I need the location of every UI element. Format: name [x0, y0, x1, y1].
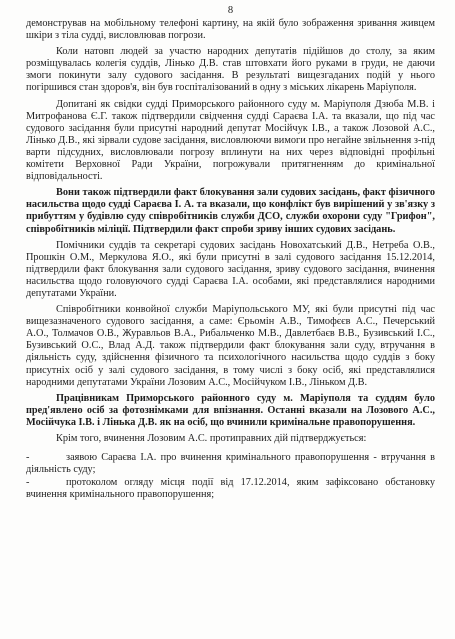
list-item — [26, 477, 435, 501]
list-item-text: протоколом огляду місця події від 17.12.2014, яким зафіксовано обстановку вчинення кримінального правопорушення; — [26, 477, 435, 501]
document-body — [26, 18, 435, 501]
paragraph-1: демонстрував на мобільному телефоні картину, на якій було зображення зривання живцем шкіри з тіла судді, висловлював погрози. — [26, 18, 435, 42]
list-item-text: заявою Сараєва І.А. про вчинення кримінального правопорушення - втручання в діяльність суду; — [26, 452, 435, 476]
list-marker: - — [26, 477, 30, 489]
paragraph-7: Працівникам Приморського районного суду м. Маріуполя та суддям було пред'явлено осіб за фотознімками для впізнання. Останні вказали на Лозового А.С., Мосійчука І.В. і Лінька Д.В. як на осіб, що вчинили кримінальне правопорушення. — [26, 392, 435, 428]
paragraph-3: Допитані як свідки судді Приморського районного суду м. Маріуполя Дзюба М.В. і Митрофанова Є.Г. також підтвердили свідчення судді Сараєва І.А. та вказали, що під час судового засідання були присутні народний депутат Мосійчук І.В., а також Лозовой А.С., Лінько Д.В., які зірвали судове засідання, висловлюючи вимоги про негайне звільнення з-під варти підсудних, висловлювали погрозу вплинути на них через відповідні профільні комітети Верховної Ради України, погрожували притягненням до кримінальної відповідальності. — [26, 98, 435, 183]
list-marker: - — [26, 452, 30, 464]
list-item — [26, 452, 435, 476]
paragraph-5: Помічники суддів та секретарі судових засідань Новохатський Д.В., Нетреба О.В., Прошкін О.М., Меркулова Я.О., які були присутні в залі судового засідання 15.12.2014, підтвердили факт блокування зали судового засідання, зриву судового засідання, вчинення насильства щодо головуючого судді Сараєва І.А. особами, які представлялися народними депутатами України. — [26, 239, 435, 299]
paragraph-4: Вони також підтвердили факт блокування зали судових засідань, факт фізичного насильства щодо судді Сараєва І. А. та вказали, що конфлікт був вирішений у зв'язку з прибуттям у будівлю суду співробітників служби ДСО, служби охорони суду "Грифон", співробітників міліції. Підтвердили факт спроби зриву інших судових засідань. — [26, 187, 435, 235]
paragraph-2: Коли натовп людей за участю народних депутатів підійшов до столу, за яким розміщувалась колегія суддів, Лінько Д.В. став штовхати його руками в груди, не даючи змоги покинути залу судового засідання. В результаті вищезгаданих подій у нього погіршився стан здоров'я, він був госпіталізований в одну з міських лікарень Маріуполя. — [26, 46, 435, 94]
page-number: 8 — [227, 5, 234, 16]
paragraph-6: Співробітники конвойної служби Маріупольського МУ, які були присутні під час вищезазначеного судового засідання, а саме: Єрьомін А.В., Тимофєєв А.С., Печерський А.О., Толмачов О.В., Журавльов В.А., Рибальченко М.В., Давлетбаєв В.В., Бузивський І.С., Бузивський О.С., Влад А.Д. також підтвердили факт блокування зали суду, втручання в діяльність суду, здійснення фізичного та психологічного насильства щодо суддів з боку присутніх осіб у залі судового засідання, в тому числі з боку осіб, які представлялися народними депутатами України Лозовим А.С., Мосійчуком І.В., Ліньком Д.В. — [26, 304, 435, 388]
paragraph-8: Крім того, вчинення Лозовим А.С. протиправних дій підтверджується: — [56, 433, 367, 444]
